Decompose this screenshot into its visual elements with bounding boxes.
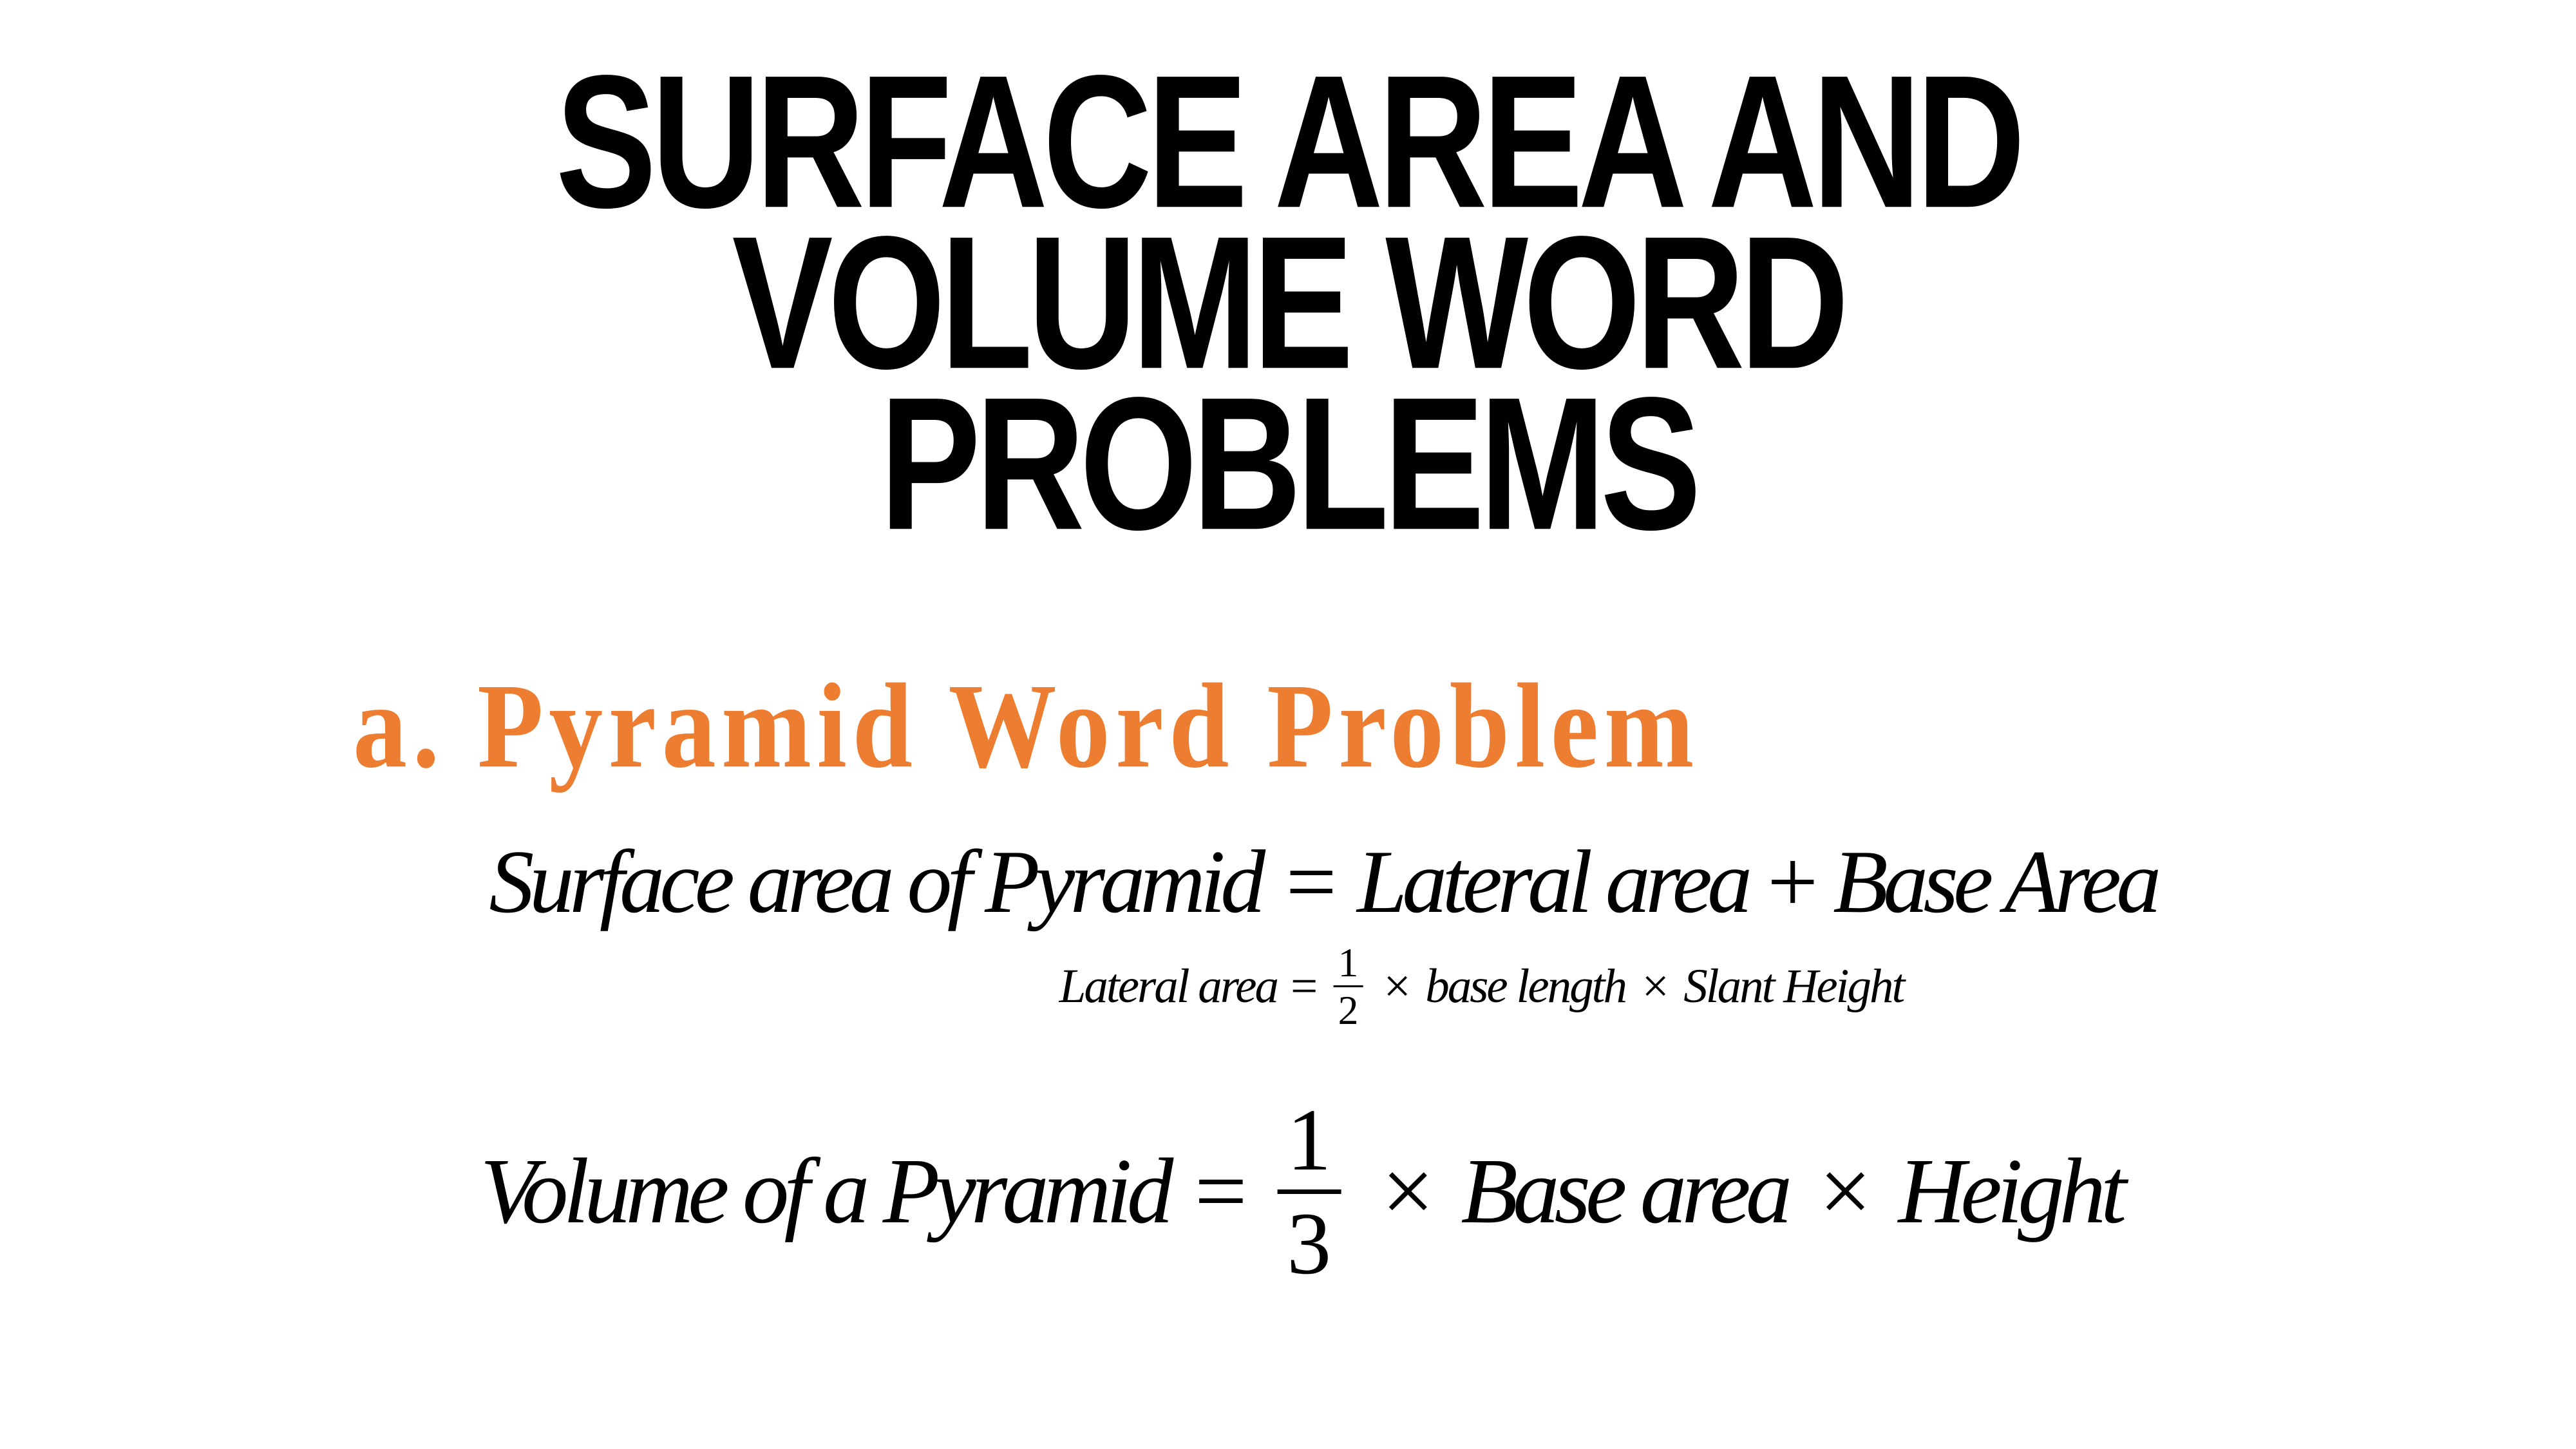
surface-area-term1: Lateral area: [1357, 832, 1748, 932]
equals-sign: =: [1290, 960, 1316, 1014]
fraction-one-half: [1334, 940, 1363, 1034]
slide-title: [0, 35, 2576, 569]
surface-area-lhs: Surface area of Pyramid: [489, 832, 1261, 932]
fraction-one-third: [1277, 1090, 1341, 1293]
volume-term2: Height: [1898, 1140, 2122, 1244]
title-line-1: SURFACE AREA AND: [555, 35, 2021, 247]
multiply-sign: ×: [1383, 960, 1409, 1014]
plus-sign: +: [1767, 832, 1814, 932]
fraction-numerator: 1: [1287, 1090, 1332, 1189]
volume-lhs: Volume of a Pyramid: [480, 1140, 1169, 1244]
section-heading: [353, 657, 1700, 796]
fraction-denominator: 2: [1338, 987, 1359, 1034]
title-line-3: PROBLEMS: [880, 357, 1696, 569]
volume-term1: Base area: [1461, 1140, 1788, 1244]
title-line-2: VOLUME WORD: [732, 196, 1844, 408]
equals-sign: =: [1194, 1140, 1242, 1244]
formula-volume: [480, 1090, 2122, 1293]
surface-area-term2: Base Area: [1833, 832, 2157, 932]
fraction-denominator: 3: [1287, 1194, 1332, 1293]
formula-surface-area: [489, 832, 2157, 932]
formula-lateral-area: [1059, 940, 1904, 1034]
lateral-area-lhs: Lateral area: [1059, 960, 1277, 1014]
multiply-sign: ×: [1381, 1140, 1430, 1244]
section-heading-text: a. Pyramid Word Problem: [353, 659, 1700, 793]
multiply-sign: ×: [1642, 960, 1667, 1014]
lateral-area-term1: base length: [1425, 960, 1625, 1014]
equals-sign: =: [1285, 832, 1332, 932]
lateral-area-term2: Slant Height: [1683, 960, 1904, 1014]
multiply-sign: ×: [1819, 1140, 1867, 1244]
fraction-numerator: 1: [1338, 940, 1359, 985]
